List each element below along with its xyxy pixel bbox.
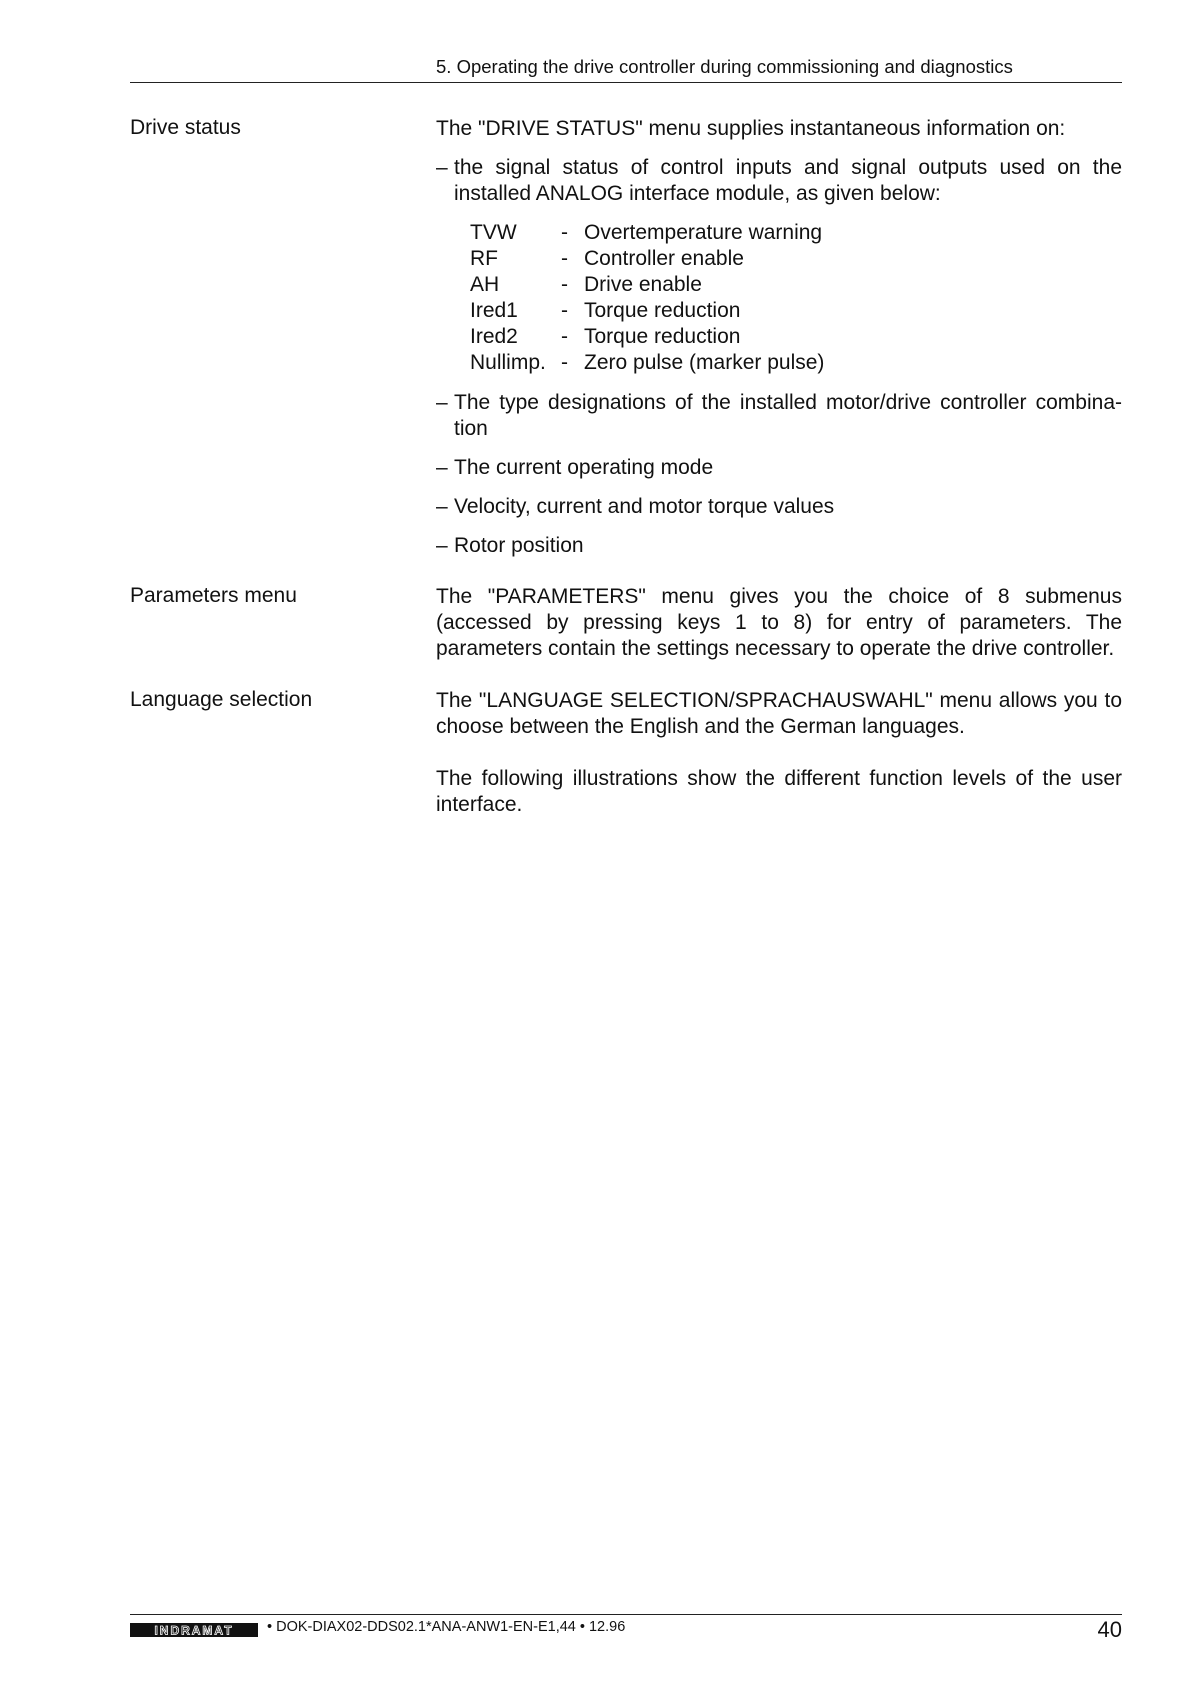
bullet-dash: – [436, 456, 448, 479]
footer-divider [130, 1614, 1122, 1615]
signal-description: Controller enable [584, 247, 744, 270]
signal-description: Drive enable [584, 273, 702, 296]
signal-row [470, 350, 824, 376]
drive-status-bullet [436, 455, 1122, 481]
bullet-text: the signal status of control inputs and signal outputs used on the installed ANALOG interface module, as given below: [454, 156, 1122, 205]
signal-row [470, 324, 824, 350]
signal-row [470, 220, 824, 246]
signal-description: Torque reduction [584, 299, 741, 322]
parameters-menu-label: Parameters menu [130, 584, 297, 607]
signal-code: Nullimp. [470, 351, 546, 374]
signal-description: Overtemperature warning [584, 221, 823, 244]
bullet-text: The type designations of the installed motor/drive controller combina-tion [454, 391, 1122, 440]
signal-separator: - [561, 325, 568, 348]
bullet-dash: – [436, 391, 448, 414]
drive-status-bullet [436, 390, 1122, 442]
signal-code: Ired2 [470, 325, 518, 348]
signal-description: Torque reduction [584, 325, 741, 348]
signal-table [470, 220, 824, 376]
header-divider [130, 82, 1122, 83]
signal-code: Ired1 [470, 299, 518, 322]
illustrations-note: The following illustrations show the different function levels of the user interface. [436, 767, 1122, 816]
bullet-text: Velocity, current and motor torque values [454, 495, 835, 518]
signal-row [470, 298, 824, 324]
indramat-logo [130, 1622, 258, 1638]
signal-separator: - [561, 351, 568, 374]
logo-text: INDRAMAT [154, 1623, 234, 1638]
bullet-dash: – [436, 156, 448, 179]
bullet-dash: – [436, 495, 448, 518]
signal-separator: - [561, 221, 568, 244]
drive-status-signal-bullet [436, 155, 1122, 207]
signal-separator: - [561, 273, 568, 296]
parameters-menu-text: The "PARAMETERS" menu gives you the choice of 8 submenus (accessed by pressing keys 1 to 8) for entry of parameters. The parameters contain the settings necessary to operate the drive controller. [436, 585, 1122, 660]
drive-status-bullet [436, 494, 1122, 520]
bullet-dash: – [436, 534, 448, 557]
signal-code: RF [470, 247, 498, 270]
language-selection-text: The "LANGUAGE SELECTION/SPRACHAUSWAHL" menu allows you to choose between the English and the German languages. [436, 689, 1122, 738]
page-header-title: 5. Operating the drive controller during commissioning and diagnostics [436, 56, 1013, 77]
page-number: 40 [1097, 1617, 1122, 1642]
signal-code: AH [470, 273, 500, 296]
signal-code: TVW [470, 221, 517, 244]
bullet-text: The current operating mode [454, 456, 714, 479]
language-selection-label: Language selection [130, 688, 313, 711]
bullet-text: Rotor position [454, 534, 584, 557]
document-reference: • DOK-DIAX02-DDS02.1*ANA-ANW1-EN-E1,44 • 12.96 [267, 1619, 626, 1635]
signal-separator: - [561, 247, 568, 270]
signal-row [470, 272, 824, 298]
drive-status-intro: The "DRIVE STATUS" menu supplies instantaneous information on: [436, 117, 1066, 140]
signal-row [470, 246, 824, 272]
signal-separator: - [561, 299, 568, 322]
signal-description: Zero pulse (marker pulse) [584, 351, 825, 374]
drive-status-label: Drive status [130, 116, 241, 139]
drive-status-bullet [436, 533, 1122, 559]
